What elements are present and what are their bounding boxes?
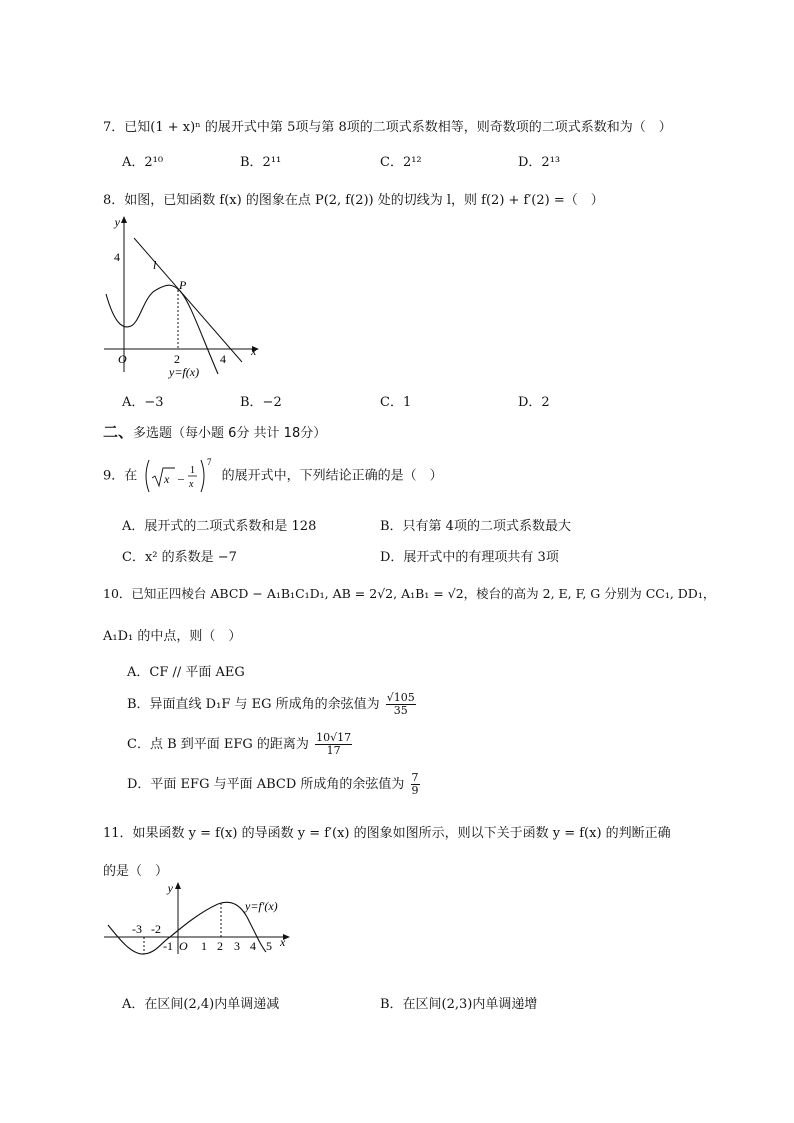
section-2-heading bbox=[103, 421, 326, 442]
q10-stem-line2: A₁D₁ 的中点，则（ ） bbox=[103, 629, 242, 644]
section-2-number: 二、 bbox=[103, 423, 134, 441]
svg-text:1: 1 bbox=[190, 465, 196, 476]
q10-option-b-denominator: 35 bbox=[393, 704, 408, 717]
q7-option-a: A．2¹⁰ bbox=[122, 155, 164, 170]
svg-text:x: x bbox=[189, 479, 194, 490]
q11-tick-4: 4 bbox=[250, 939, 256, 953]
q10-option-b-numerator: √105 bbox=[386, 691, 415, 704]
q11-tick-neg2: -2 bbox=[151, 922, 161, 936]
q8-line-label: l bbox=[153, 258, 157, 272]
q10-option-b-text: B．异面直线 D₁F 与 EG 所成角的余弦值为 bbox=[127, 697, 380, 712]
q8-curve-label: y=f(x) bbox=[169, 365, 200, 379]
q10-option-c-numerator: 10√17 bbox=[316, 731, 352, 744]
q8-tick-x2: 2 bbox=[174, 352, 180, 366]
q11-y-axis-label: y bbox=[167, 881, 173, 895]
q10-option-d-text: D．平面 EFG 与平面 ABCD 所成角的余弦值为 bbox=[127, 777, 405, 792]
q8-point-label: P bbox=[179, 278, 187, 292]
q7-stem: 7．已知(1 + x)ⁿ 的展开式中第 5项与第 8项的二项式系数相等，则奇数项的二项式系数和为（ ） bbox=[103, 120, 672, 135]
q8-graph bbox=[100, 212, 270, 382]
q8-tick-x4: 4 bbox=[220, 352, 226, 366]
section-2-title: 多选题（每小题 6分 共计 18分） bbox=[133, 426, 327, 441]
q9-stem bbox=[103, 456, 443, 496]
q11-tick-3: 3 bbox=[234, 939, 240, 953]
q11-x-axis-label: x bbox=[280, 935, 286, 949]
q11-tick-5: 5 bbox=[266, 939, 272, 953]
q10-option-c-text: C．点 B 到平面 EFG 的距离为 bbox=[127, 737, 309, 752]
q10-option-c bbox=[127, 732, 352, 757]
q9-stem-prefix: 9．在 bbox=[103, 468, 138, 484]
q9-expression bbox=[141, 456, 217, 496]
q8-stem: 8．如图，已知函数 f(x) 的图象在点 P(2, f(2)) 处的切线为 l，则 f(2) + f′(2) =（ ） bbox=[103, 193, 604, 208]
q8-option-b: B．−2 bbox=[240, 395, 282, 410]
q8-y-axis-label: y bbox=[114, 215, 120, 229]
q10-option-d-numerator: 7 bbox=[411, 771, 419, 784]
q9-stem-suffix: 的展开式中，下列结论正确的是（ ） bbox=[221, 468, 443, 484]
svg-text:7: 7 bbox=[207, 457, 212, 467]
q11-option-b: B．在区间(2,3)内单调递增 bbox=[380, 997, 538, 1012]
q11-tick-1: 1 bbox=[201, 939, 207, 953]
q11-tick-2: 2 bbox=[217, 939, 223, 953]
q10-option-a: A．CF // 平面 AEG bbox=[127, 665, 245, 680]
q8-option-d: D．2 bbox=[518, 395, 550, 410]
q7-option-d: D．2¹³ bbox=[518, 155, 561, 170]
svg-text:–: – bbox=[178, 471, 185, 485]
q11-stem-line1: 11．如果函数 y = f(x) 的导函数 y = f′(x) 的图象如图所示，则以下关于函数 y = f(x) 的判断正确 bbox=[103, 826, 671, 841]
q10-option-d-denominator: 9 bbox=[411, 784, 419, 797]
q10-option-d-fraction bbox=[411, 772, 420, 797]
q10-option-c-fraction bbox=[315, 732, 352, 757]
q8-origin-label: O bbox=[118, 352, 127, 366]
q8-option-a: A．−3 bbox=[122, 395, 164, 410]
q9-option-b: B．只有第 4项的二项式系数最大 bbox=[380, 519, 571, 534]
q7-option-b: B．2¹¹ bbox=[240, 155, 282, 170]
q11-stem-line2: 的是（ ） bbox=[103, 864, 169, 879]
q11-tick-neg3: -3 bbox=[132, 922, 142, 936]
q10-option-b-fraction bbox=[386, 692, 416, 717]
q8-tick-y4: 4 bbox=[114, 250, 120, 264]
q10-option-c-denominator: 17 bbox=[326, 744, 341, 757]
q8-option-c: C．1 bbox=[380, 395, 412, 410]
q10-stem-line1: 10．已知正四棱台 ABCD − A₁B₁C₁D₁, AB = 2√2, A₁B₁ = √2，棱台的高为 2, E, F, G 分别为 CC₁, DD₁， bbox=[103, 586, 716, 601]
q9-option-c: C．x² 的系数是 −7 bbox=[122, 550, 237, 565]
q7-option-c: C．2¹² bbox=[380, 155, 422, 170]
q8-x-axis-label: x bbox=[251, 344, 257, 358]
q11-curve-label: y=f'(x) bbox=[245, 899, 278, 913]
q10-option-b bbox=[127, 692, 416, 717]
q11-origin-label: O bbox=[179, 939, 188, 953]
q11-option-a: A．在区间(2,4)内单调递减 bbox=[122, 997, 280, 1012]
q11-tick-neg1: -1 bbox=[163, 939, 173, 953]
q9-option-d: D．展开式中的有理项共有 3项 bbox=[380, 550, 559, 565]
q10-option-d bbox=[127, 772, 420, 797]
q9-option-a: A．展开式的二项式系数和是 128 bbox=[122, 519, 317, 534]
q11-graph bbox=[100, 878, 300, 958]
svg-text:x: x bbox=[164, 472, 170, 486]
